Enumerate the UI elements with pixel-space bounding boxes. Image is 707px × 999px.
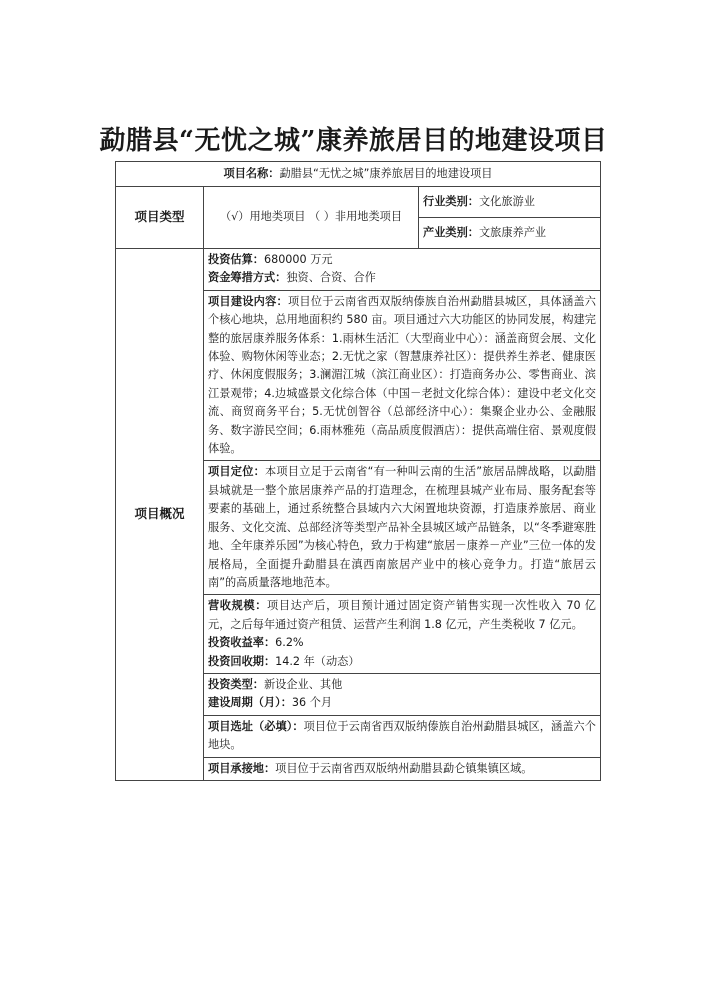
project-table (115, 161, 601, 781)
name-cell (116, 162, 601, 187)
revenue-value: 项目达产后，项目预计通过固定资产销售实现一次性收入 70 亿元，之后每年通过资产租赁、运营产生利润 1.8 亿元，产生类税收 7 亿元。 (208, 599, 596, 631)
yield-label: 投资收益率： (208, 636, 276, 650)
revenue-cell (204, 595, 601, 674)
period-value: 36 个月 (291, 696, 333, 710)
overview-row-1 (116, 249, 601, 291)
invest-cell (204, 249, 601, 291)
content-label: 项目建设内容： (208, 294, 288, 308)
funding-label: 资金筹措方式： (208, 271, 287, 285)
invest-value: 680000 万元 (263, 253, 333, 266)
period-label: 建设周期（月）： (208, 696, 292, 710)
positioning-label: 项目定位： (208, 465, 265, 479)
overview-label: 项目概况 (116, 249, 204, 781)
funding-value: 独资、合资、合作 (286, 271, 376, 285)
revenue-label: 营收规模： (208, 599, 268, 613)
industry-value: 文化旅游业 (478, 194, 535, 208)
positioning-value: 本项目立足于云南省“有一种叫云南的生活”旅居品牌战略，以勐腊县城就是一整个旅居康养产品的打造理念，在梳理县城产业布局、服务配套等要素的基础上，通过系统整合县域内六大闲置地块资源，打造康养旅居、商业服务、文化交流、总部经济等类型产品补全县城区域产品链条，以“冬季避寒胜地、全年康养乐园”为核心特色，致力于构建“旅居－康养－产业”三位一体的发展格局，全面提升勐腊县在滇西南旅居产业中的核心竞争力。打造“旅居云南”的高质量落地地范本。 (208, 465, 596, 589)
site-label: 项目选址（必填）： (208, 719, 304, 733)
content-value: 项目位于云南省西双版纳傣族自治州勐腊县城区，具体涵盖六个核心地块，总用地面积约 580 亩。项目通过六大功能区的协同发展，构建完整的旅居康养服务体系：1.雨林生活汇（大型商业中心）：涵盖商贸会展、文化体验、购物休闲等业态；2.无忧之家（智慧康养社区）：提供养生养老、健康医疗、休闲度假服务；3.澜湄江城（滨江商业区）：打造商务办公、零售商业、滨江景观带；4.边城盛景文化综合体（中国－老挝文化综合体）：建设中老文化交流、商贸商务平台；5.无忧创智谷（总部经济中心）：集聚企业办公、金融服务、数字游民空间；6.雨林雅苑（高品质度假酒店）：提供高端住宿、景观度假体验。 (208, 294, 596, 456)
payback-label: 投资回收期： (208, 654, 276, 668)
yield-value: 6.2% (275, 636, 304, 650)
invest-type-cell (204, 673, 601, 715)
name-label: 项目名称： (223, 166, 280, 180)
invest-type-label: 投资类型： (208, 677, 264, 691)
invest-type-value: 新设企业、其他 (263, 677, 343, 691)
positioning-cell (204, 461, 601, 595)
carrier-value: 项目位于云南省西双版纳州勐腊县勐仑镇集镇区域。 (275, 761, 533, 775)
carrier-cell (204, 757, 601, 780)
payback-value: 14.2 年（动态） (275, 654, 360, 668)
carrier-label: 项目承接地： (208, 761, 276, 775)
industry-label: 行业类别： (423, 194, 479, 208)
site-value: 项目位于云南省西双版纳傣族自治州勐腊县城区，涵盖六个地块。 (208, 719, 596, 752)
category-value: 文旅康养产业 (478, 225, 547, 239)
name-value: 勐腊县“无忧之城”康养旅居目的地建设项目 (279, 166, 493, 180)
name-row (116, 162, 601, 187)
invest-label: 投资估算： (208, 253, 264, 266)
type-label: 项目类型 (116, 187, 204, 249)
site-cell (204, 715, 601, 757)
type-row-a (116, 187, 601, 218)
type-choice: （√）用地类项目 （ ）非用地类项目 (204, 187, 419, 249)
category-cell (419, 218, 601, 249)
content-cell (204, 290, 601, 461)
industry-cell (419, 187, 601, 218)
page-title: 勐腊县“无忧之城”康养旅居目的地建设项目 (99, 126, 608, 156)
category-label: 产业类别： (423, 225, 479, 239)
